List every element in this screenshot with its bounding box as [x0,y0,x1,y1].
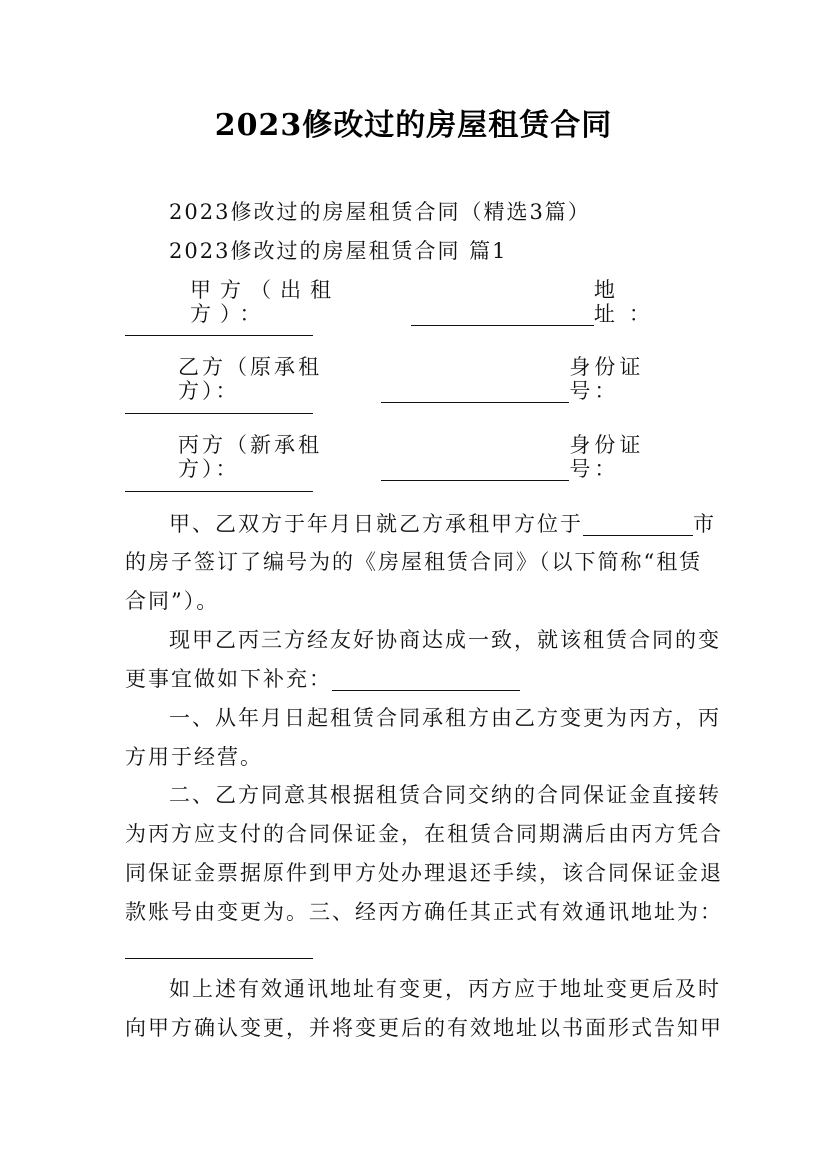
party-c-row [178,433,693,481]
paragraph-3-line-2: 方用于经营。 [125,745,263,769]
paragraph-2-text: 更事宜做如下补充： [125,667,332,691]
address-blank [125,958,313,959]
party-b-row [178,355,693,403]
party-c-name-blank [381,458,569,481]
paragraph-1-text-b: 市 [693,512,716,536]
party-c-id-label: 身份证号： [569,433,645,481]
section-heading: 2023修改过的房屋租赁合同 篇1 [169,239,508,263]
paragraph-1-line-3: 合同”）。 [125,589,220,613]
party-b-label: 乙方（原承租方）： [178,355,322,403]
party-c-id-blank [125,491,313,492]
party-a-label: 甲方（出租方）： [190,278,340,326]
party-b-id-blank [125,413,313,414]
paragraph-1-line-1 [169,512,716,536]
paragraph-1-text-a: 甲、乙双方于年月日就乙方承租甲方位于 [169,512,583,536]
paragraph-5-line-1: 如上述有效通讯地址有变更，丙方应于地址变更后及时 [169,977,721,1001]
party-c-label: 丙方（新承租方）： [178,433,322,481]
paragraph-3-line-1: 一、从年月日起租赁合同承租方由乙方变更为丙方，丙 [169,706,721,730]
party-b-id-label: 身份证号： [569,355,645,403]
supplement-blank [332,668,520,691]
party-a-row [190,278,695,326]
paragraph-2-line-1: 现甲乙丙三方经友好协商达成一致，就该租赁合同的变 [169,628,721,652]
paragraph-2-line-2 [125,667,715,691]
party-a-address-label: 地址： [593,278,664,326]
paragraph-4-line-4: 款账号由变更为。三、经丙方确任其正式有效通讯地址为： [125,900,723,924]
party-a-address-blank [125,335,313,336]
paragraph-5-line-2: 向甲方确认变更，并将变更后的有效地址以书面形式告知甲 [125,1016,723,1040]
paragraph-1-line-2: 的房子签订了编号为的《房屋租赁合同》（以下简称“租赁 [125,550,703,574]
party-a-name-blank [411,303,594,326]
paragraph-4-line-3: 同保证金票据原件到甲方处办理退还手续，该合同保证金退 [125,861,723,885]
subtitle: 2023修改过的房屋租赁合同（精选3篇） [169,200,591,224]
document-title: 2023修改过的房屋租赁合同 [214,108,613,143]
party-b-name-blank [381,380,569,403]
city-blank [583,513,693,536]
paragraph-4-line-2: 为丙方应支付的合同保证金，在租赁合同期满后由丙方凭合 [125,822,723,846]
paragraph-4-line-1: 二、乙方同意其根据租赁合同交纳的合同保证金直接转 [169,783,721,807]
